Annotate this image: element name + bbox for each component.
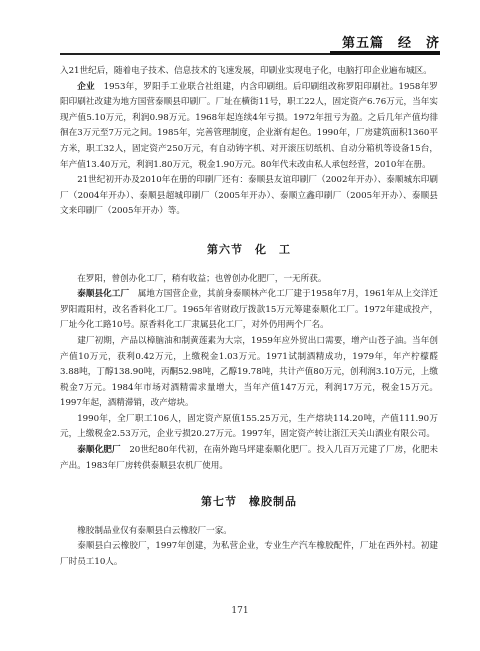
paragraph-text: 建厂初期，产品以樟脑油和制黄莲素为大宗，1959年应外贸出口需要，增产山苍子油。当年创产值10万元，获利0.42万元，上缴税金1.03万元。1971试制酒精成功，1979年，年产柠檬醛3.88吨，丁醇138.90吨，丙酮52.98吨，乙醇19.78吨，共计产值80万元，创利润3.10万元，上缴税金7万元。1984年市场对酒精需求量增大，当年产值147万元，利润17万元，税金15万元。1997年起，酒精滞销，改产熔块。 (60, 335, 438, 409)
running-header: 第五篇 经 济 (341, 36, 440, 51)
paragraph-rubber-factory (60, 539, 438, 570)
paragraph-chemical-products (60, 334, 438, 412)
paragraph-text: 泰顺县白云橡胶厂，1997年创建，为私营企业，专业生产汽车橡胶配件，厂址在西外村。初建厂时员工10人。 (60, 541, 438, 568)
paragraph-fertilizer-factory (60, 443, 438, 474)
page-number: 171 (231, 606, 249, 616)
paragraph-term: 企业 (77, 81, 95, 92)
paragraph-chemical-factory (60, 287, 438, 334)
paragraph-rubber-intro (60, 524, 438, 540)
paragraph-text: 入21世纪后，随着电子技术、信息技术的飞速发展，印刷业实现电子化，电脑打印企业遍布城区。 (60, 66, 432, 76)
paragraph-text: 属地方国营企业，其前身泰顺林产化工厂建于1958年7月，1961年从上交洋迁罗阳霞阳村，改名香料化工厂。1965年省财政厅拨款15万元筹建泰顺化工厂。1972年建成投产，厂址今化工路10号。原香料化工厂隶属县化工厂，对外仍用两个厂名。 (60, 289, 438, 331)
paragraph-chemical-1990 (60, 412, 438, 443)
section-title-rubber: 第七节 橡胶制品 (201, 495, 297, 509)
paragraph-chemical-intro (60, 272, 438, 288)
paragraph-other-printers (60, 173, 438, 220)
paragraph-text: 21世纪初开办及2010年在册的印刷厂还有：泰顺县友谊印刷厂（2002年开办）、泰顺城东印刷厂（2004年开办）、泰顺县超城印刷厂（2005年开办）、泰顺立鑫印刷厂（2005年开办）、泰顺县文来印刷厂（2005年开办）等。 (60, 175, 438, 217)
paragraph-text: 1953年，罗阳手工业联合社组建，内含印刷组。后印刷组改称罗阳印刷社。1958年罗阳印刷社改建为地方国营泰顺县印刷厂。厂址在横街11号，职工22人，固定资产6.76万元，当年实现产值5.10万元，利润0.98万元。1968年起连续4年亏损。1972年扭亏为盈。之后几年产值均徘徊在3万元至7万元之间。1985年，完善管理制度，企业渐有起色。1990年，厂房建筑面积1360平方米，职工32人，固定资产250万元，有自动铸字机、对开滚压切纸机、自动分箱机等设备15台，年产值13.40万元，利润1.80万元，税金1.90万元。80年代末改由私人承包经营，2010年在册。 (60, 81, 438, 170)
paragraph-text: 在罗阳，曾创办化工厂，稍有收益；也曾创办化肥厂，一无所获。 (77, 273, 327, 284)
paragraph-text: 橡胶制品业仅有泰顺县白云橡胶厂一家。 (77, 525, 232, 536)
section-title-chemical: 第六节 化 工 (207, 242, 291, 256)
paragraph-term: 泰顺化肥厂 (77, 445, 121, 456)
header-bar (330, 51, 440, 55)
paragraph-enterprise (60, 80, 438, 174)
paragraph-intro (60, 64, 438, 80)
paragraph-text: 20世纪80年代初，在南外跑马坪建泰顺化肥厂。投入几百万元建了厂房，化肥未产出。1983年厂房转供泰顺县农机厂使用。 (60, 445, 438, 471)
page-body (60, 64, 438, 571)
paragraph-term: 泰顺县化工厂 (77, 289, 130, 300)
paragraph-text: 1990年，全厂职工106人，固定资产原值155.25万元，生产熔块114.20吨，产值111.90万元，上缴税金2.53万元，企业亏损20.27万元。1997年，固定资产转让浙江天关山酒业有限公司。 (60, 413, 438, 440)
